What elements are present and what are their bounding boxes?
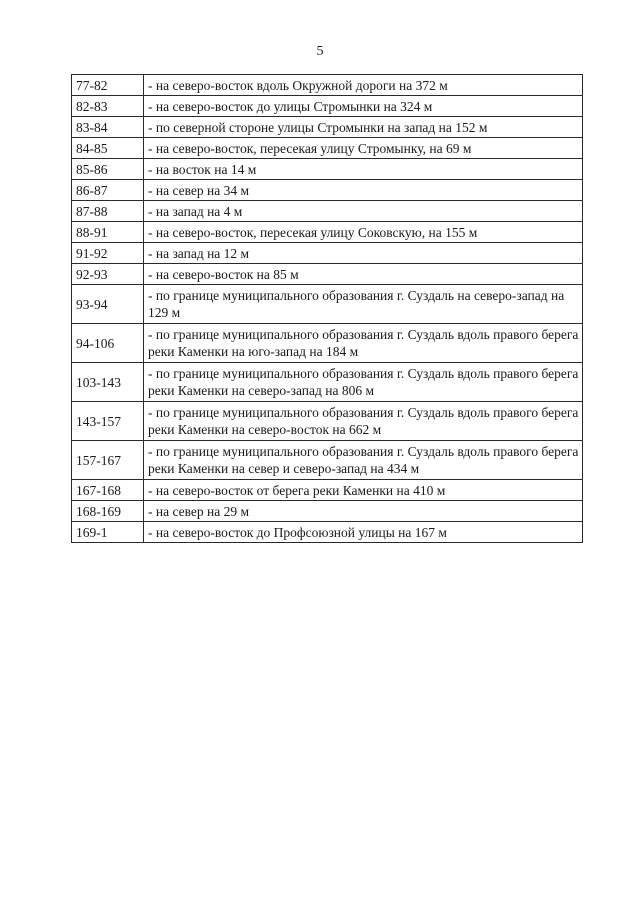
description-cell: - на северо-восток на 85 м [144,264,583,285]
segment-cell: 103-143 [72,363,144,402]
table-row [72,264,583,285]
segment-cell: 91-92 [72,243,144,264]
description-cell: - по границе муниципального образования г. Суздаль вдоль правого берега реки Каменки на юго-запад на 184 м [144,324,583,363]
boundary-segments-table [71,74,583,543]
description-cell: - на запад на 12 м [144,243,583,264]
table-row [72,363,583,402]
table-row [72,441,583,480]
segment-cell: 143-157 [72,402,144,441]
table-row [72,402,583,441]
table-row [72,285,583,324]
description-cell: - на северо-восток вдоль Окружной дороги на 372 м [144,75,583,96]
table-row [72,201,583,222]
segment-cell: 93-94 [72,285,144,324]
segment-cell: 82-83 [72,96,144,117]
table-row [72,138,583,159]
segment-cell: 169-1 [72,522,144,543]
description-cell: - на северо-восток от берега реки Каменки на 410 м [144,480,583,501]
description-cell: - на север на 29 м [144,501,583,522]
segment-cell: 83-84 [72,117,144,138]
description-cell: - по северной стороне улицы Стромынки на запад на 152 м [144,117,583,138]
description-cell: - по границе муниципального образования г. Суздаль вдоль правого берега реки Каменки на север и северо-запад на 434 м [144,441,583,480]
table-row [72,324,583,363]
description-cell: - на северо-восток, пересекая улицу Соковскую, на 155 м [144,222,583,243]
segment-cell: 85-86 [72,159,144,180]
segment-cell: 86-87 [72,180,144,201]
segment-cell: 167-168 [72,480,144,501]
segment-cell: 92-93 [72,264,144,285]
segment-cell: 84-85 [72,138,144,159]
segment-cell: 77-82 [72,75,144,96]
segment-cell: 88-91 [72,222,144,243]
segment-cell: 168-169 [72,501,144,522]
description-cell: - на северо-восток, пересекая улицу Стромынку, на 69 м [144,138,583,159]
table-row [72,117,583,138]
table-row [72,480,583,501]
table-row [72,243,583,264]
description-cell: - на запад на 4 м [144,201,583,222]
table-row [72,75,583,96]
segment-cell: 94-106 [72,324,144,363]
description-cell: - на восток на 14 м [144,159,583,180]
table-row [72,522,583,543]
description-cell: - на север на 34 м [144,180,583,201]
description-cell: - на северо-восток до Профсоюзной улицы на 167 м [144,522,583,543]
table-row [72,96,583,117]
description-cell: - по границе муниципального образования г. Суздаль вдоль правого берега реки Каменки на северо-восток на 662 м [144,402,583,441]
table-row [72,222,583,243]
table-row [72,159,583,180]
table-row [72,501,583,522]
page-number: 5 [316,44,324,59]
description-cell: - на северо-восток до улицы Стромынки на 324 м [144,96,583,117]
table-row [72,180,583,201]
segment-cell: 87-88 [72,201,144,222]
segment-cell: 157-167 [72,441,144,480]
description-cell: - по границе муниципального образования г. Суздаль вдоль правого берега реки Каменки на северо-запад на 806 м [144,363,583,402]
description-cell: - по границе муниципального образования г. Суздаль на северо-запад на 129 м [144,285,583,324]
